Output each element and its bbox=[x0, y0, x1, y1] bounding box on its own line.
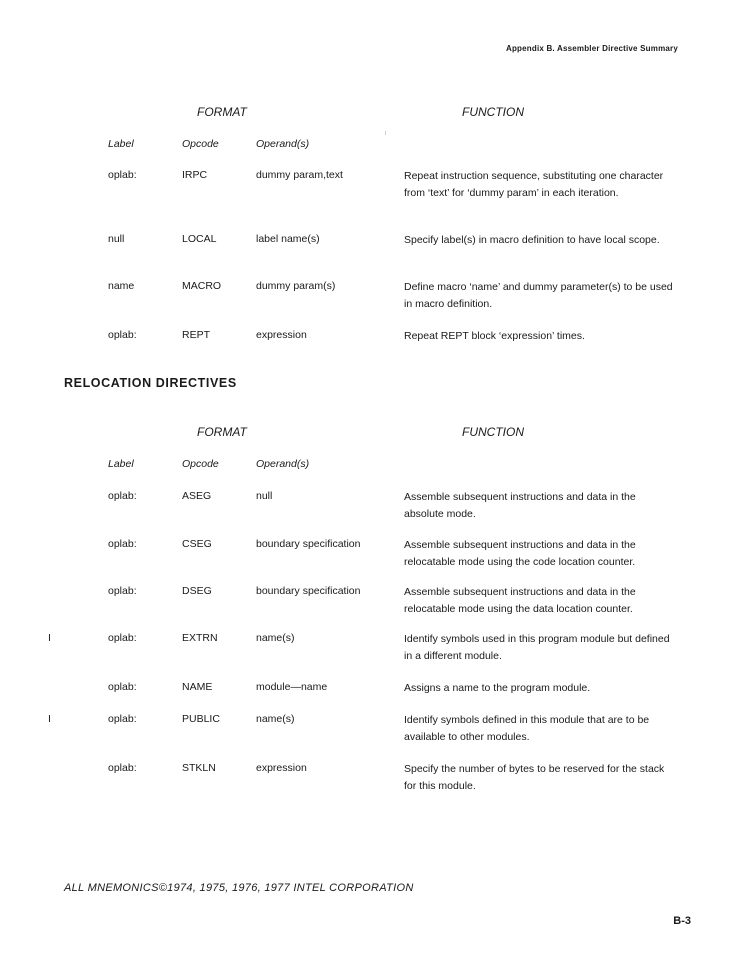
running-head: Appendix B. Assembler Directive Summary bbox=[505, 44, 678, 53]
column-header-label: Label bbox=[108, 458, 134, 470]
label-cell: oplab: bbox=[108, 762, 137, 774]
opcode-cell: MACRO bbox=[182, 280, 222, 292]
function-cell: Repeat instruction sequence, substituting one character from ‘text’ for ‘dummy param’ in each iteration. bbox=[404, 170, 664, 199]
opcode-cell: EXTRN bbox=[182, 632, 218, 644]
opcode-cell: ASEG bbox=[182, 490, 212, 502]
function-cell: Repeat REPT block ‘expression’ times. bbox=[404, 330, 585, 342]
function-cell: Assigns a name to the program module. bbox=[404, 682, 591, 694]
operand-cell: dummy param,text bbox=[256, 169, 343, 181]
opcode-cell: LOCAL bbox=[182, 233, 217, 245]
opcode-cell: CSEG bbox=[182, 538, 212, 550]
opcode-cell: DSEG bbox=[182, 585, 212, 597]
format-heading: FORMAT bbox=[197, 105, 247, 119]
function-cell: Identify symbols used in this program module but defined in a different module. bbox=[404, 633, 670, 662]
label-cell: oplab: bbox=[108, 490, 137, 502]
function-cell: Assemble subsequent instructions and data in the absolute mode. bbox=[404, 491, 636, 520]
label-cell: oplab: bbox=[108, 713, 137, 725]
divider-mark bbox=[385, 131, 386, 135]
function-cell: Identify symbols defined in this module that are to be available to other modules. bbox=[404, 714, 650, 743]
change-bar: I bbox=[48, 632, 51, 644]
label-cell: oplab: bbox=[108, 169, 137, 181]
column-header-opcode: Opcode bbox=[182, 138, 219, 150]
function-cell: Specify the number of bytes to be reserved for the stack for this module. bbox=[404, 763, 665, 792]
function-heading: FUNCTION bbox=[462, 105, 524, 119]
column-header-label: Label bbox=[108, 138, 134, 150]
format-heading: FORMAT bbox=[197, 425, 247, 439]
operand-cell: label name(s) bbox=[256, 233, 320, 245]
operand-cell: null bbox=[256, 490, 273, 502]
operand-cell: module—name bbox=[256, 681, 328, 693]
label-cell: oplab: bbox=[108, 681, 137, 693]
opcode-cell: REPT bbox=[182, 329, 211, 341]
operand-cell: boundary specification bbox=[256, 538, 361, 550]
label-cell: name bbox=[108, 280, 135, 292]
label-cell: oplab: bbox=[108, 632, 137, 644]
opcode-cell: IRPC bbox=[182, 169, 208, 181]
opcode-cell: STKLN bbox=[182, 762, 216, 774]
operand-cell: boundary specification bbox=[256, 585, 361, 597]
column-header-operands: Operand(s) bbox=[256, 138, 310, 150]
opcode-cell: NAME bbox=[182, 681, 213, 693]
operand-cell: dummy param(s) bbox=[256, 280, 336, 292]
function-cell: Specify label(s) in macro definition to have local scope. bbox=[404, 234, 660, 246]
function-cell: Assemble subsequent instructions and data in the relocatable mode using the code location counter. bbox=[404, 539, 636, 568]
label-cell: oplab: bbox=[108, 585, 137, 597]
label-cell: null bbox=[108, 233, 125, 245]
function-heading: FUNCTION bbox=[462, 425, 524, 439]
function-cell: Define macro ‘name’ and dummy parameter(s) to be used in macro definition. bbox=[404, 281, 673, 310]
function-cell: Assemble subsequent instructions and data in the relocatable mode using the data location counter. bbox=[404, 586, 636, 615]
label-cell: oplab: bbox=[108, 538, 137, 550]
label-cell: oplab: bbox=[108, 329, 137, 341]
change-bar: I bbox=[48, 713, 51, 725]
operand-cell: expression bbox=[256, 329, 307, 341]
operand-cell: name(s) bbox=[256, 713, 295, 725]
opcode-cell: PUBLIC bbox=[182, 713, 220, 725]
page-number: B-3 bbox=[673, 915, 691, 927]
copyright-footer: ALL MNEMONICS©1974, 1975, 1976, 1977 INTEL CORPORATION bbox=[64, 882, 414, 894]
section-title: RELOCATION DIRECTIVES bbox=[64, 376, 237, 390]
operand-cell: name(s) bbox=[256, 632, 295, 644]
column-header-opcode: Opcode bbox=[182, 458, 219, 470]
operand-cell: expression bbox=[256, 762, 307, 774]
column-header-operands: Operand(s) bbox=[256, 458, 310, 470]
